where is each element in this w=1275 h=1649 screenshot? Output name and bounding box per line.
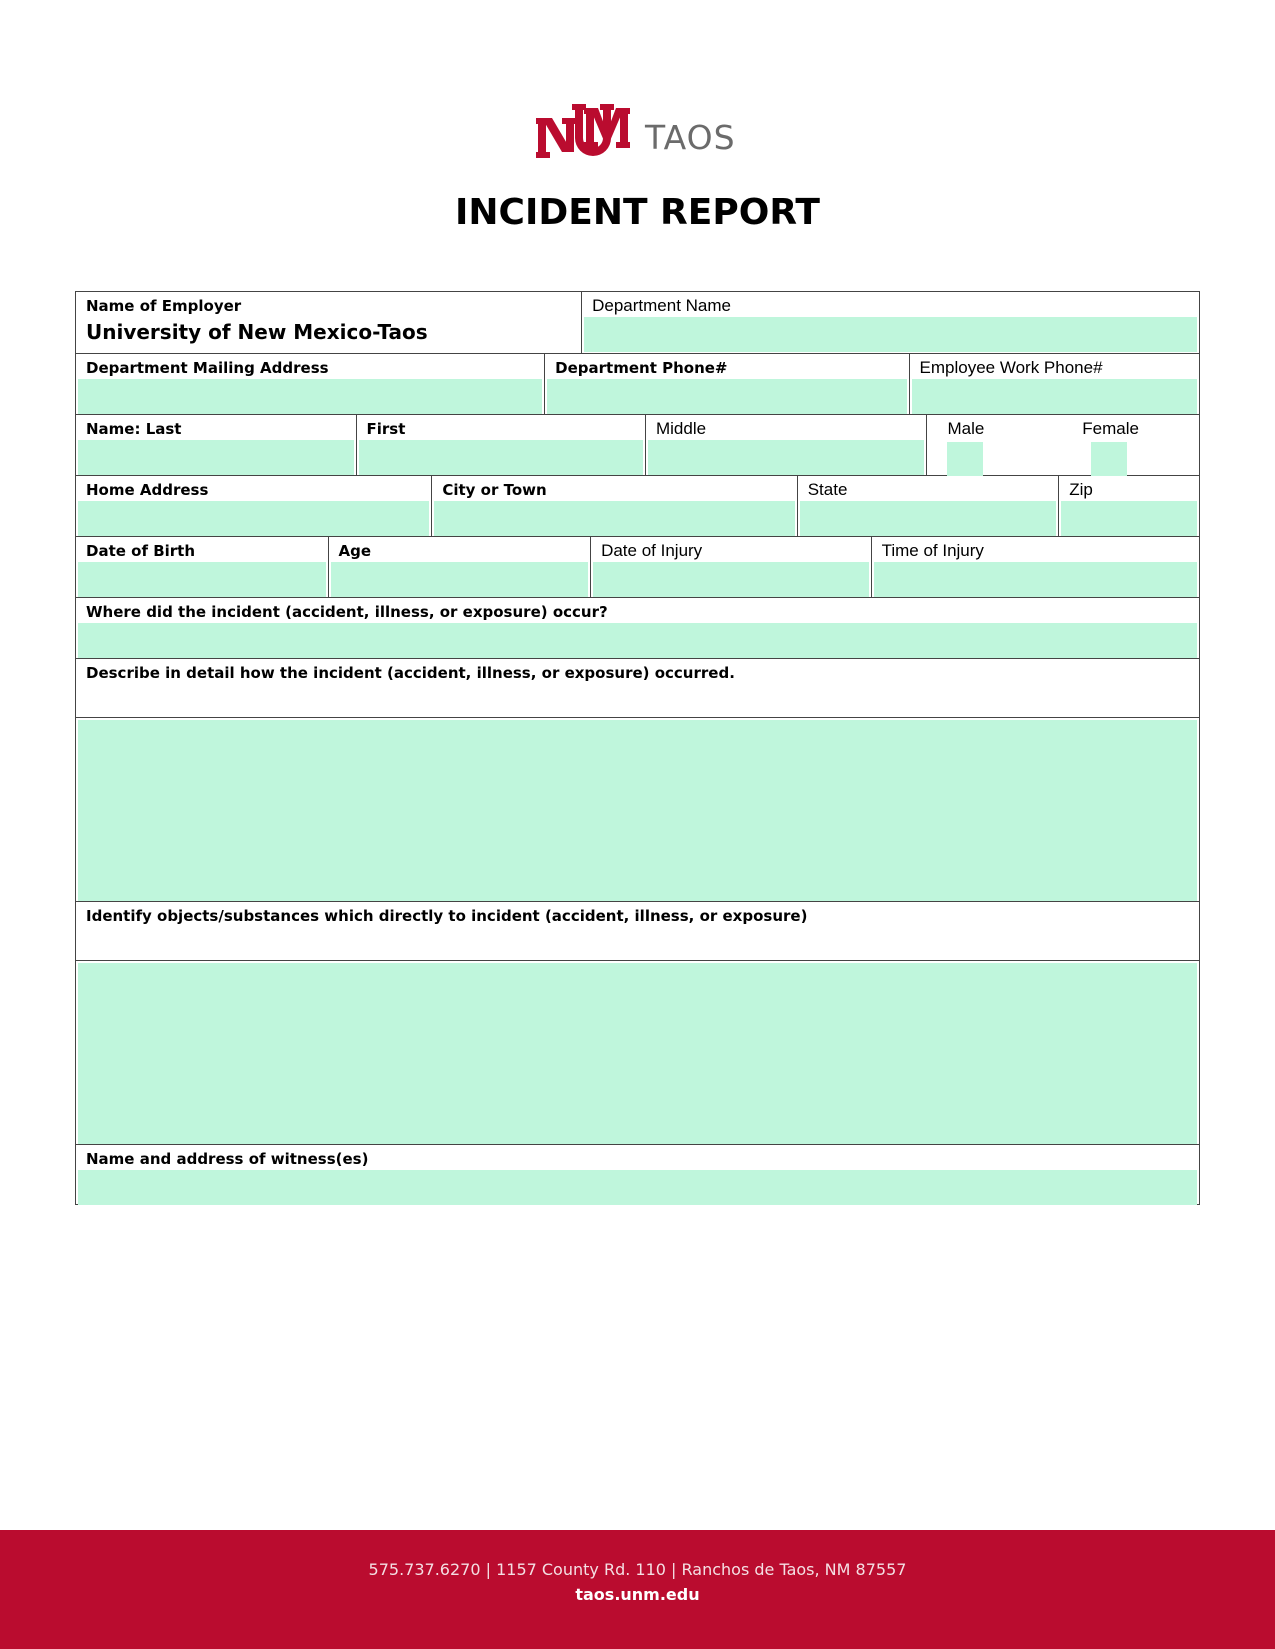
date-injury-cell: [590, 537, 871, 597]
describe-cell: [76, 659, 1199, 717]
page-title: INCIDENT REPORT: [455, 192, 820, 233]
city-field[interactable]: [434, 501, 794, 536]
describe-field-cell: [76, 718, 1199, 901]
employer-cell: [76, 292, 581, 353]
state-cell: [797, 476, 1059, 536]
unm-taos-logo: [536, 104, 746, 168]
where-cell: [76, 598, 1199, 658]
age-label: Age: [338, 542, 372, 560]
department-name-field[interactable]: [584, 317, 1197, 352]
time-injury-label: Time of Injury: [881, 541, 984, 560]
middle-name-cell: [645, 415, 927, 475]
home-address-cell: [76, 476, 431, 536]
dob-label: Date of Birth: [86, 542, 196, 560]
incident-form: [75, 291, 1200, 1205]
unm-logo-icon: [536, 104, 636, 168]
department-phone-field[interactable]: [547, 379, 906, 414]
zip-cell: [1058, 476, 1199, 536]
date-injury-label: Date of Injury: [601, 541, 703, 560]
age-cell: [328, 537, 591, 597]
employee-phone-label: Employee Work Phone#: [919, 358, 1103, 377]
department-phone-label: Department Phone#: [555, 359, 728, 377]
mailing-address-field[interactable]: [78, 379, 542, 414]
male-checkbox[interactable]: [947, 442, 983, 476]
last-name-cell: [76, 415, 356, 475]
last-name-field[interactable]: [78, 440, 354, 475]
first-name-field[interactable]: [359, 440, 643, 475]
witness-field[interactable]: [78, 1170, 1197, 1205]
describe-label: Describe in detail how the incident (accident, illness, or exposure) occurred.: [86, 664, 735, 682]
female-option: [1063, 415, 1199, 475]
city-label: City or Town: [442, 481, 547, 499]
where-field[interactable]: [78, 623, 1197, 658]
dob-field[interactable]: [78, 562, 326, 597]
male-option: [927, 415, 1063, 475]
female-label: Female: [1082, 419, 1139, 438]
department-name-label: Department Name: [592, 296, 731, 315]
first-name-label: First: [366, 420, 406, 438]
middle-name-field[interactable]: [648, 440, 925, 475]
objects-label: Identify objects/substances which directly to incident (accident, illness, or exposure): [86, 907, 808, 925]
middle-name-label: Middle: [655, 419, 707, 438]
state-field[interactable]: [800, 501, 1057, 536]
witness-cell: [76, 1145, 1199, 1204]
describe-field[interactable]: [78, 720, 1197, 901]
objects-field-cell: [76, 961, 1199, 1144]
time-injury-field[interactable]: [874, 562, 1197, 597]
footer: [0, 1530, 1275, 1649]
state-label: State: [807, 480, 848, 499]
home-address-field[interactable]: [78, 501, 429, 536]
objects-field[interactable]: [78, 963, 1197, 1144]
first-name-cell: [356, 415, 645, 475]
age-field[interactable]: [331, 562, 589, 597]
home-address-label: Home Address: [86, 481, 209, 499]
zip-field[interactable]: [1061, 501, 1197, 536]
department-phone-cell: [544, 354, 908, 414]
date-injury-field[interactable]: [593, 562, 869, 597]
zip-label: Zip: [1069, 480, 1093, 499]
objects-cell: [76, 902, 1199, 960]
employer-label: Name of Employer: [86, 297, 242, 315]
time-injury-cell: [871, 537, 1199, 597]
taos-wordmark: TAOS: [645, 118, 736, 157]
city-cell: [431, 476, 796, 536]
female-checkbox[interactable]: [1091, 442, 1127, 476]
footer-contact: 575.737.6270 | 1157 County Rd. 110 | Ranchos de Taos, NM 87557: [368, 1560, 907, 1579]
employee-phone-cell: [909, 354, 1199, 414]
last-name-label: Name: Last: [86, 420, 182, 438]
employee-phone-field[interactable]: [912, 379, 1197, 414]
employer-value: University of New Mexico-Taos: [86, 320, 428, 344]
footer-website[interactable]: taos.unm.edu: [575, 1585, 700, 1604]
dob-cell: [76, 537, 328, 597]
department-name-cell: [581, 292, 1199, 353]
male-label: Male: [947, 419, 985, 438]
where-label: Where did the incident (accident, illness, or exposure) occur?: [86, 603, 608, 621]
gender-cell: [926, 415, 1199, 475]
witness-label: Name and address of witness(es): [86, 1150, 369, 1168]
mailing-address-label: Department Mailing Address: [86, 359, 329, 377]
mailing-address-cell: [76, 354, 544, 414]
